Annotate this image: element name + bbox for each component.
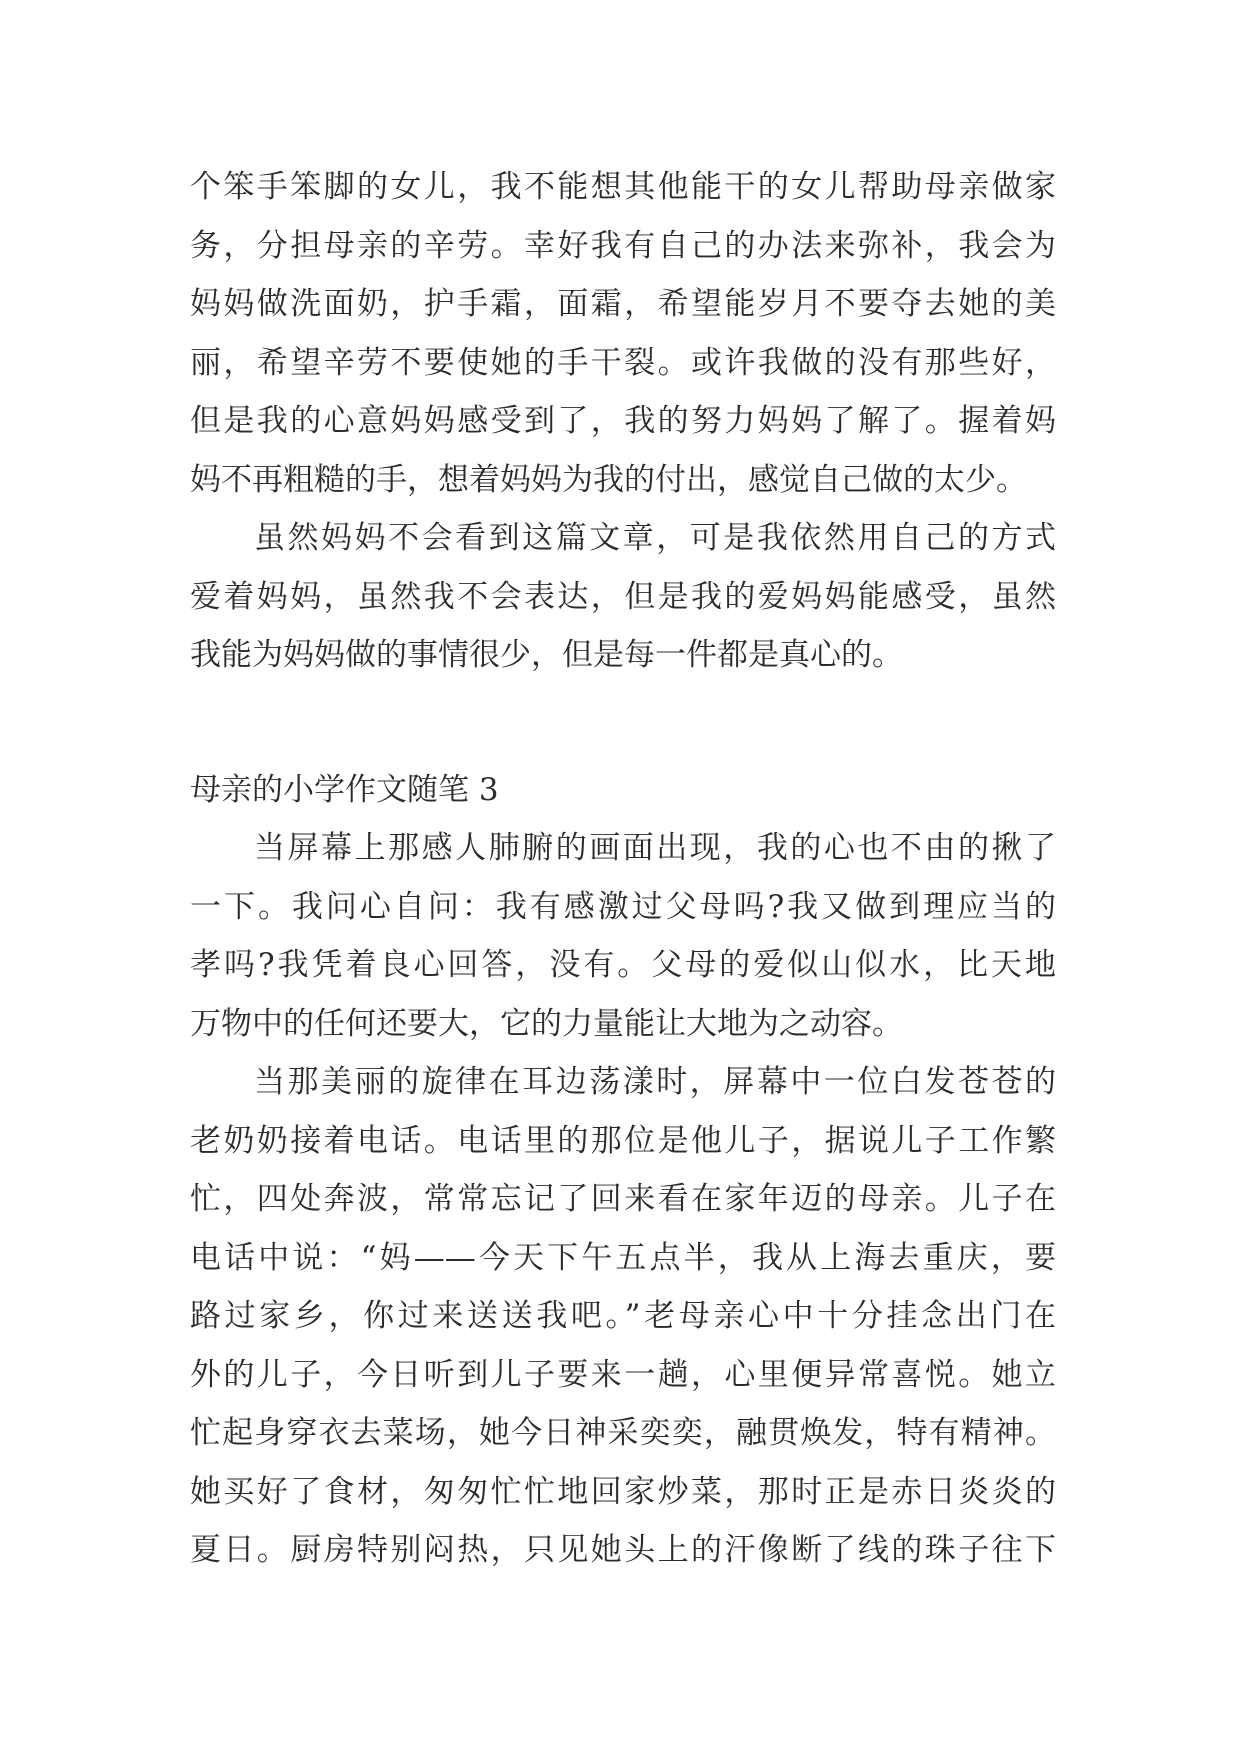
text-line: 忙，四处奔波，常常忘记了回来看在家年迈的母亲。儿子在	[190, 1181, 1056, 1217]
text-line: 虽然妈妈不会看到这篇文章，可是我依然用自己的方式	[254, 520, 1056, 556]
text-line: 爱着妈妈，虽然我不会表达，但是我的爱妈妈能感受，虽然	[190, 578, 1056, 615]
text-line: 忙起身穿衣去菜场，她今日神采奕奕，融贯焕发，特有精神。	[190, 1415, 1056, 1451]
text-line: 外的儿子，今日听到儿子要来一趟，心里便异常喜悦。她立	[190, 1356, 1056, 1393]
text-line: 孝吗?我凭着良心回答，没有。父母的爱似山似水，比天地	[190, 947, 1056, 983]
paragraph-1	[190, 158, 1056, 509]
text-line: 当那美丽的旋律在耳边荡漾时，屏幕中一位白发苍苍的	[254, 1064, 1056, 1100]
text-line: 老奶奶接着电话。电话里的那位是他儿子，据说儿子工作繁	[190, 1122, 1056, 1159]
text-line: 务，分担母亲的辛劳。幸好我有自己的办法来弥补，我会为	[190, 227, 1056, 264]
text-line: 丽，希望辛劳不要使她的手干裂。或许我做的没有那些好，	[190, 344, 1056, 381]
text-line: 妈妈做洗面奶，护手霜，面霜，希望能岁月不要夺去她的美	[190, 286, 1056, 322]
paragraph-3	[190, 819, 1056, 1053]
text-line: 万物中的任何还要大，它的力量能让大地为之动容。	[190, 1005, 903, 1042]
section-gap	[190, 685, 1056, 761]
text-line: 个笨手笨脚的女儿，我不能想其他能干的女儿帮助母亲做家	[190, 169, 1056, 205]
section-heading: 母亲的小学作文随笔 3	[190, 771, 499, 808]
text-line: 夏日。厨房特别闷热，只见她头上的汗像断了线的珠子往下	[190, 1532, 1056, 1568]
paragraph-4	[190, 1053, 1056, 1580]
text-line: 我能为妈妈做的事情很少，但是每一件都是真心的。	[190, 637, 903, 673]
paragraph-2	[190, 509, 1056, 685]
text-line: 妈不再粗糙的手，想着妈妈为我的付出，感觉自己做的太少。	[190, 461, 1027, 498]
document-body	[190, 158, 1056, 1580]
text-line: 一下。我问心自问：我有感激过父母吗?我又做到理应当的	[190, 888, 1056, 925]
text-line: 当屏幕上那感人肺腑的画面出现，我的心也不由的揪了	[254, 830, 1056, 866]
text-line: 但是我的心意妈妈感受到了，我的努力妈妈了解了。握着妈	[190, 403, 1056, 439]
text-line: 电话中说：“妈——今天下午五点半，我从上海去重庆，要	[190, 1239, 1056, 1276]
text-line: 她买好了食材，匆匆忙忙地回家炒菜，那时正是赤日炎炎的	[190, 1473, 1056, 1510]
text-line: 路过家乡，你过来送送我吧。”老母亲心中十分挂念出门在	[190, 1298, 1056, 1334]
